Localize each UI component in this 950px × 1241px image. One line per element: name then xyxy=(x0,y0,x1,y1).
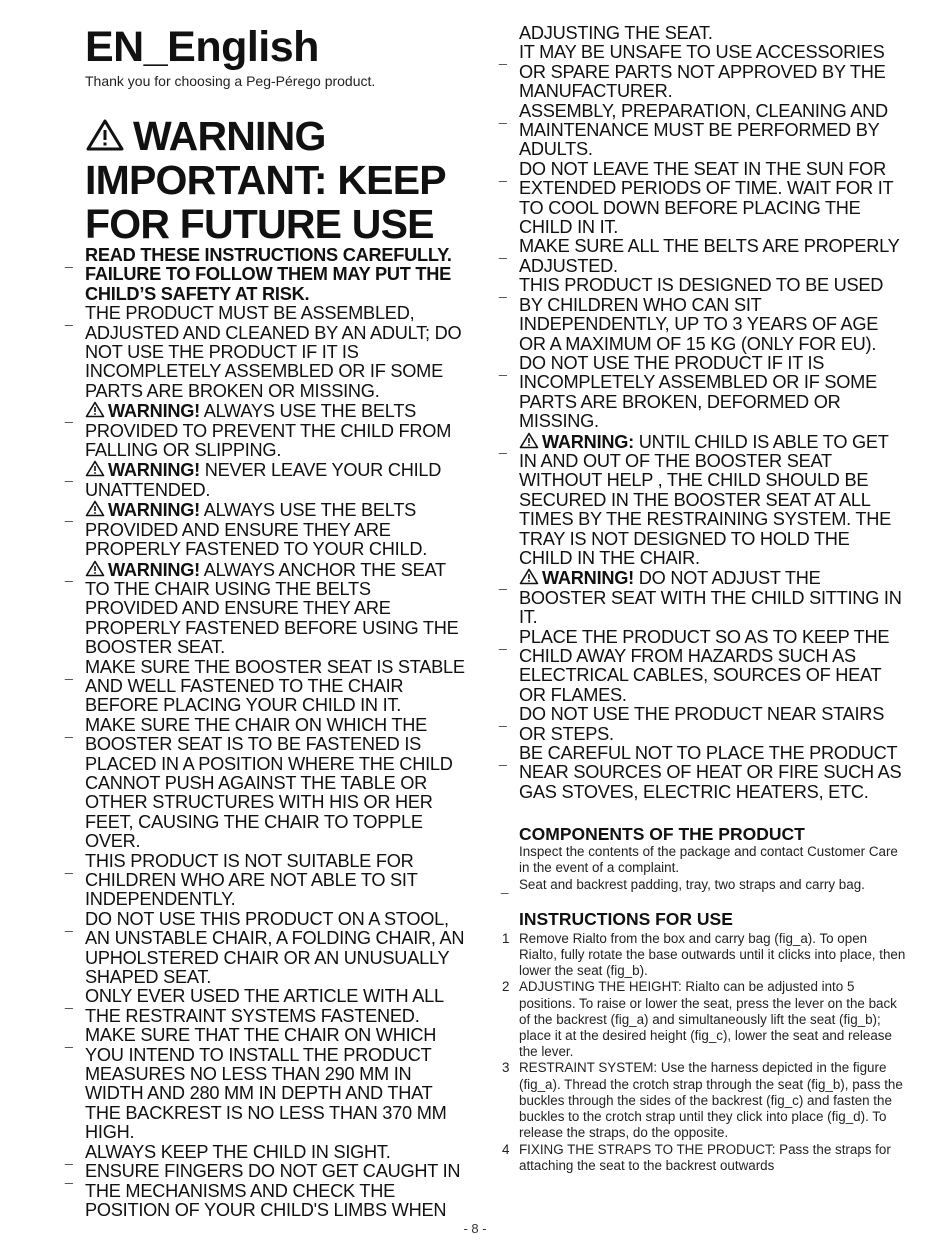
item-text: PLACE THE PRODUCT SO AS TO KEEP THE CHILD AWAY FROM HAZARDS SUCH AS ELECTRICAL CABLES, SOURCES OF HEAT OR FLAMES. xyxy=(519,626,890,705)
step-number: 1 xyxy=(502,930,510,946)
item-text: BE CAREFUL NOT TO PLACE THE PRODUCT NEAR SOURCES OF HEAT OR FIRE SUCH AS GAS STOVES, ELECTRIC HEATERS, ETC. xyxy=(519,743,902,802)
step-text: RESTRAINT SYSTEM: Use the harness depicted in the figure (fig_a). Thread the crotch strap through the seat (fig_b), pass the buckles through the sides of the backrest (fig_c) and fasten the buckles to the crotch strap until they click into place (fig_d). To release the straps, do the opposite. xyxy=(519,1060,903,1141)
bullet-dash: _ xyxy=(499,49,507,66)
step-number: 3 xyxy=(502,1060,510,1076)
instruction-step xyxy=(497,1142,907,1174)
bullet-dash: _ xyxy=(65,466,73,483)
bullet-dash: _ xyxy=(65,993,73,1010)
item-text: ENSURE FINGERS DO NOT GET CAUGHT IN THE MECHANISMS AND CHECK THE POSITION OF YOUR CHILD'S LIMBS WHEN xyxy=(85,1161,461,1220)
item-text: NEVER LEAVE YOUR CHILD UNATTENDED. xyxy=(85,460,442,500)
step-number: 4 xyxy=(502,1141,510,1157)
right-list-item xyxy=(497,43,907,101)
item-text: DO NOT USE THE PRODUCT NEAR STAIRS OR STEPS. xyxy=(519,704,885,744)
bullet-dash: _ xyxy=(65,915,73,932)
item-text: ALWAYS ANCHOR THE SEAT TO THE CHAIR USING THE BELTS PROVIDED AND ENSURE THEY ARE PROPERLY FASTENED BEFORE USING THE BOOSTER SEAT. xyxy=(85,559,459,658)
left-list-item xyxy=(63,987,468,1026)
left-list-item xyxy=(63,401,468,460)
bullet-dash: _ xyxy=(65,663,73,680)
bullet-dash: _ xyxy=(499,107,507,124)
bullet-dash: _ xyxy=(65,310,73,327)
page-number: - 8 - xyxy=(463,1221,487,1236)
bullet-dash: _ xyxy=(65,721,73,738)
bullet-dash: _ xyxy=(65,565,73,582)
step-text: FIXING THE STRAPS TO THE PRODUCT: Pass the straps for attaching the seat to the backrest outwards xyxy=(519,1141,891,1173)
left-list-item xyxy=(63,1141,468,1165)
right-list-item xyxy=(497,276,907,354)
item-text: THE PRODUCT MUST BE ASSEMBLED, ADJUSTED AND CLEANED BY AN ADULT; DO NOT USE THE PRODUCT IF IT IS INCOMPLETELY ASSEMBLED OR IF SOME PARTS ARE BROKEN OR MISSING. xyxy=(85,303,462,401)
step-number: 2 xyxy=(502,979,510,995)
left-list-item xyxy=(63,1162,468,1220)
item-text: ALWAYS USE THE BELTS PROVIDED AND ENSURE THEY ARE PROPERLY FASTENED TO YOUR CHILD. xyxy=(85,500,428,560)
bullet-dash: _ xyxy=(499,711,507,728)
warning-triangle-icon xyxy=(85,560,105,577)
right-list-item xyxy=(497,102,907,160)
item-bold-text: WARNING! xyxy=(108,460,200,481)
warning-heading-text-1: WARNING xyxy=(133,113,326,159)
components-intro: Inspect the contents of the package and contact Customer Care in the event of a complaint. xyxy=(519,844,898,876)
item-bold-text: WARNING! xyxy=(542,568,634,589)
item-text: MAKE SURE THE BOOSTER SEAT IS STABLE AND WELL FASTENED TO THE CHAIR BEFORE PLACING YOUR CHILD IN IT. xyxy=(85,656,465,716)
bullet-dash: _ xyxy=(65,1168,73,1185)
right-list-item xyxy=(497,237,907,276)
item-text: UNTIL CHILD IS ABLE TO GET IN AND OUT OF THE BOOSTER SEAT WITHOUT HELP , THE CHILD SHOULD BE SECURED IN THE BOOSTER SEAT AT ALL TIMES BY THE RESTRAINING SYSTEM. THE TRAY IS NOT DESIGNED TO HOLD THE CHILD IN THE CHAIR. xyxy=(519,431,891,568)
item-bold-text: WARNING! xyxy=(108,559,200,580)
instruction-step xyxy=(497,1060,907,1141)
warning-heading-line-2: IMPORTANT: KEEP xyxy=(85,157,446,203)
continuation-line xyxy=(497,24,907,43)
right-list-item xyxy=(497,160,907,238)
instruction-step xyxy=(497,931,907,980)
right-list-item xyxy=(497,628,907,706)
bullet-dash: _ xyxy=(501,878,509,894)
step-text: Remove Rialto from the box and carry bag (fig_a). To open Rialto, fully rotate the base outwards until it clicks into place, then lower the seat (fig_b). xyxy=(519,930,906,979)
right-warning-list xyxy=(497,43,907,802)
page-subtitle: Thank you for choosing a Peg-Pérego product. xyxy=(85,73,376,89)
page-title: EN_English xyxy=(85,23,319,71)
left-warning-list xyxy=(63,246,468,1220)
item-bold-text: READ THESE INSTRUCTIONS CAREFULLY. FAILURE TO FOLLOW THEM MAY PUT THE CHILD’S SAFETY AT RISK. xyxy=(85,245,452,304)
item-text: ALWAYS KEEP THE CHILD IN SIGHT. xyxy=(85,1141,391,1162)
warning-triangle-icon xyxy=(85,401,105,418)
left-list-item xyxy=(63,304,468,401)
item-text: DO NOT ADJUST THE BOOSTER SEAT WITH THE CHILD SITTING IN IT. xyxy=(519,568,902,628)
bullet-dash: _ xyxy=(499,243,507,260)
bullet-dash: _ xyxy=(65,857,73,874)
item-text: MAKE SURE ALL THE BELTS ARE PROPERLY ADJUSTED. xyxy=(519,236,900,276)
item-text: THIS PRODUCT IS NOT SUITABLE FOR CHILDREN WHO ARE NOT ABLE TO SIT INDEPENDENTLY. xyxy=(85,850,418,910)
item-bold-text: WARNING! xyxy=(108,500,200,521)
instruction-step xyxy=(497,979,907,1060)
left-list-item xyxy=(63,1026,468,1142)
item-text: DO NOT USE THIS PRODUCT ON A STOOL, AN UNSTABLE CHAIR, A FOLDING CHAIR, AN UPHOLSTERED CHAIR OR AN UNUSUALLY SHAPED SEAT. xyxy=(85,908,465,988)
warning-heading-line-1 xyxy=(85,114,468,158)
right-list-item xyxy=(497,432,907,569)
bullet-dash: _ xyxy=(65,1032,73,1049)
bullet-dash: _ xyxy=(499,750,507,767)
left-list-item xyxy=(63,852,468,910)
left-list-item xyxy=(63,460,468,500)
continuation-text: ADJUSTING THE SEAT. xyxy=(519,23,713,43)
warning-triangle-icon xyxy=(519,432,539,449)
item-bold-text: WARNING! xyxy=(108,401,200,422)
left-list-item xyxy=(63,658,468,716)
item-text: DO NOT USE THE PRODUCT IF IT IS INCOMPLETELY ASSEMBLED OR IF SOME PARTS ARE BROKEN, DEFORMED OR MISSING. xyxy=(519,352,877,432)
left-list-item xyxy=(63,246,468,304)
right-list-item xyxy=(497,705,907,744)
bullet-dash: _ xyxy=(65,252,73,268)
bullet-dash: _ xyxy=(65,506,73,523)
warning-triangle-icon xyxy=(519,568,539,585)
bullet-dash: _ xyxy=(499,437,507,454)
item-text: ONLY EVER USED THE ARTICLE WITH ALL THE RESTRAINT SYSTEMS FASTENED. xyxy=(85,986,444,1026)
right-list-item xyxy=(497,568,907,627)
left-list-item xyxy=(63,910,468,988)
left-list-item xyxy=(63,500,468,559)
warning-heading xyxy=(85,114,468,246)
components-heading: COMPONENTS OF THE PRODUCT xyxy=(519,824,805,845)
warning-triangle-icon xyxy=(85,118,125,152)
item-text: THIS PRODUCT IS DESIGNED TO BE USED BY CHILDREN WHO CAN SIT INDEPENDENTLY, UP TO 3 YEARS OF AGE OR A MAXIMUM OF 15 KG (ONLY FOR EU). xyxy=(519,275,884,354)
right-column xyxy=(497,24,907,1174)
bullet-dash: _ xyxy=(65,1148,73,1165)
component-item xyxy=(497,877,907,893)
warning-triangle-icon xyxy=(85,460,105,477)
item-text: ASSEMBLY, PREPARATION, CLEANING AND MAINTENANCE MUST BE PERFORMED BY ADULTS. xyxy=(519,100,888,160)
left-list-item xyxy=(63,716,468,852)
warning-heading-line-3: FOR FUTURE USE xyxy=(85,201,434,247)
bullet-dash: _ xyxy=(65,407,73,424)
bullet-dash: _ xyxy=(499,359,507,376)
components-list xyxy=(497,877,907,893)
item-bold-text: WARNING: xyxy=(542,431,634,452)
item-text: MAKE SURE THAT THE CHAIR ON WHICH YOU INTEND TO INSTALL THE PRODUCT MEASURES NO LESS THAN 290 MM IN WIDTH AND 280 MM IN DEPTH AND THAT THE BACKREST IS NO LESS THAN 370 MM HIGH. xyxy=(85,1025,447,1143)
warning-triangle-icon xyxy=(85,500,105,517)
item-text: DO NOT LEAVE THE SEAT IN THE SUN FOR EXTENDED PERIODS OF TIME. WAIT FOR IT TO COOL DOWN BEFORE PLACING THE CHILD IN IT. xyxy=(519,158,894,238)
item-text: ALWAYS USE THE BELTS PROVIDED TO PREVENT THE CHILD FROM FALLING OR SLIPPING. xyxy=(85,401,452,461)
right-list-item xyxy=(497,354,907,432)
item-text: IT MAY BE UNSAFE TO USE ACCESSORIES OR SPARE PARTS NOT APPROVED BY THE MANUFACTURER. xyxy=(519,42,886,102)
right-list-item xyxy=(497,744,907,802)
bullet-dash: _ xyxy=(499,633,507,650)
step-text: ADJUSTING THE HEIGHT: Rialto can be adjusted into 5 positions. To raise or lower the seat, press the lever on the back of the backrest (fig_a) and simultaneously lift the seat (fig_b); place it at the desired height (fig_c), lower the seat and release the lever. xyxy=(519,979,897,1060)
bullet-dash: _ xyxy=(499,165,507,182)
bullet-dash: _ xyxy=(499,574,507,591)
component-text: Seat and backrest padding, tray, two straps and carry bag. xyxy=(519,876,865,892)
right-continuation-list xyxy=(497,24,907,43)
bullet-dash: _ xyxy=(499,282,507,299)
item-text: MAKE SURE THE CHAIR ON WHICH THE BOOSTER SEAT IS TO BE FASTENED IS PLACED IN A POSITION WHERE THE CHILD CANNOT PUSH AGAINST THE TABLE OR OTHER STRUCTURES WITH HIS OR HER FEET, CAUSING THE CHAIR TO TOPPLE OVER. xyxy=(85,714,453,852)
instructions-steps xyxy=(497,931,907,1174)
left-column xyxy=(63,24,468,1220)
instructions-heading: INSTRUCTIONS FOR USE xyxy=(519,908,733,929)
left-list-item xyxy=(63,560,468,658)
